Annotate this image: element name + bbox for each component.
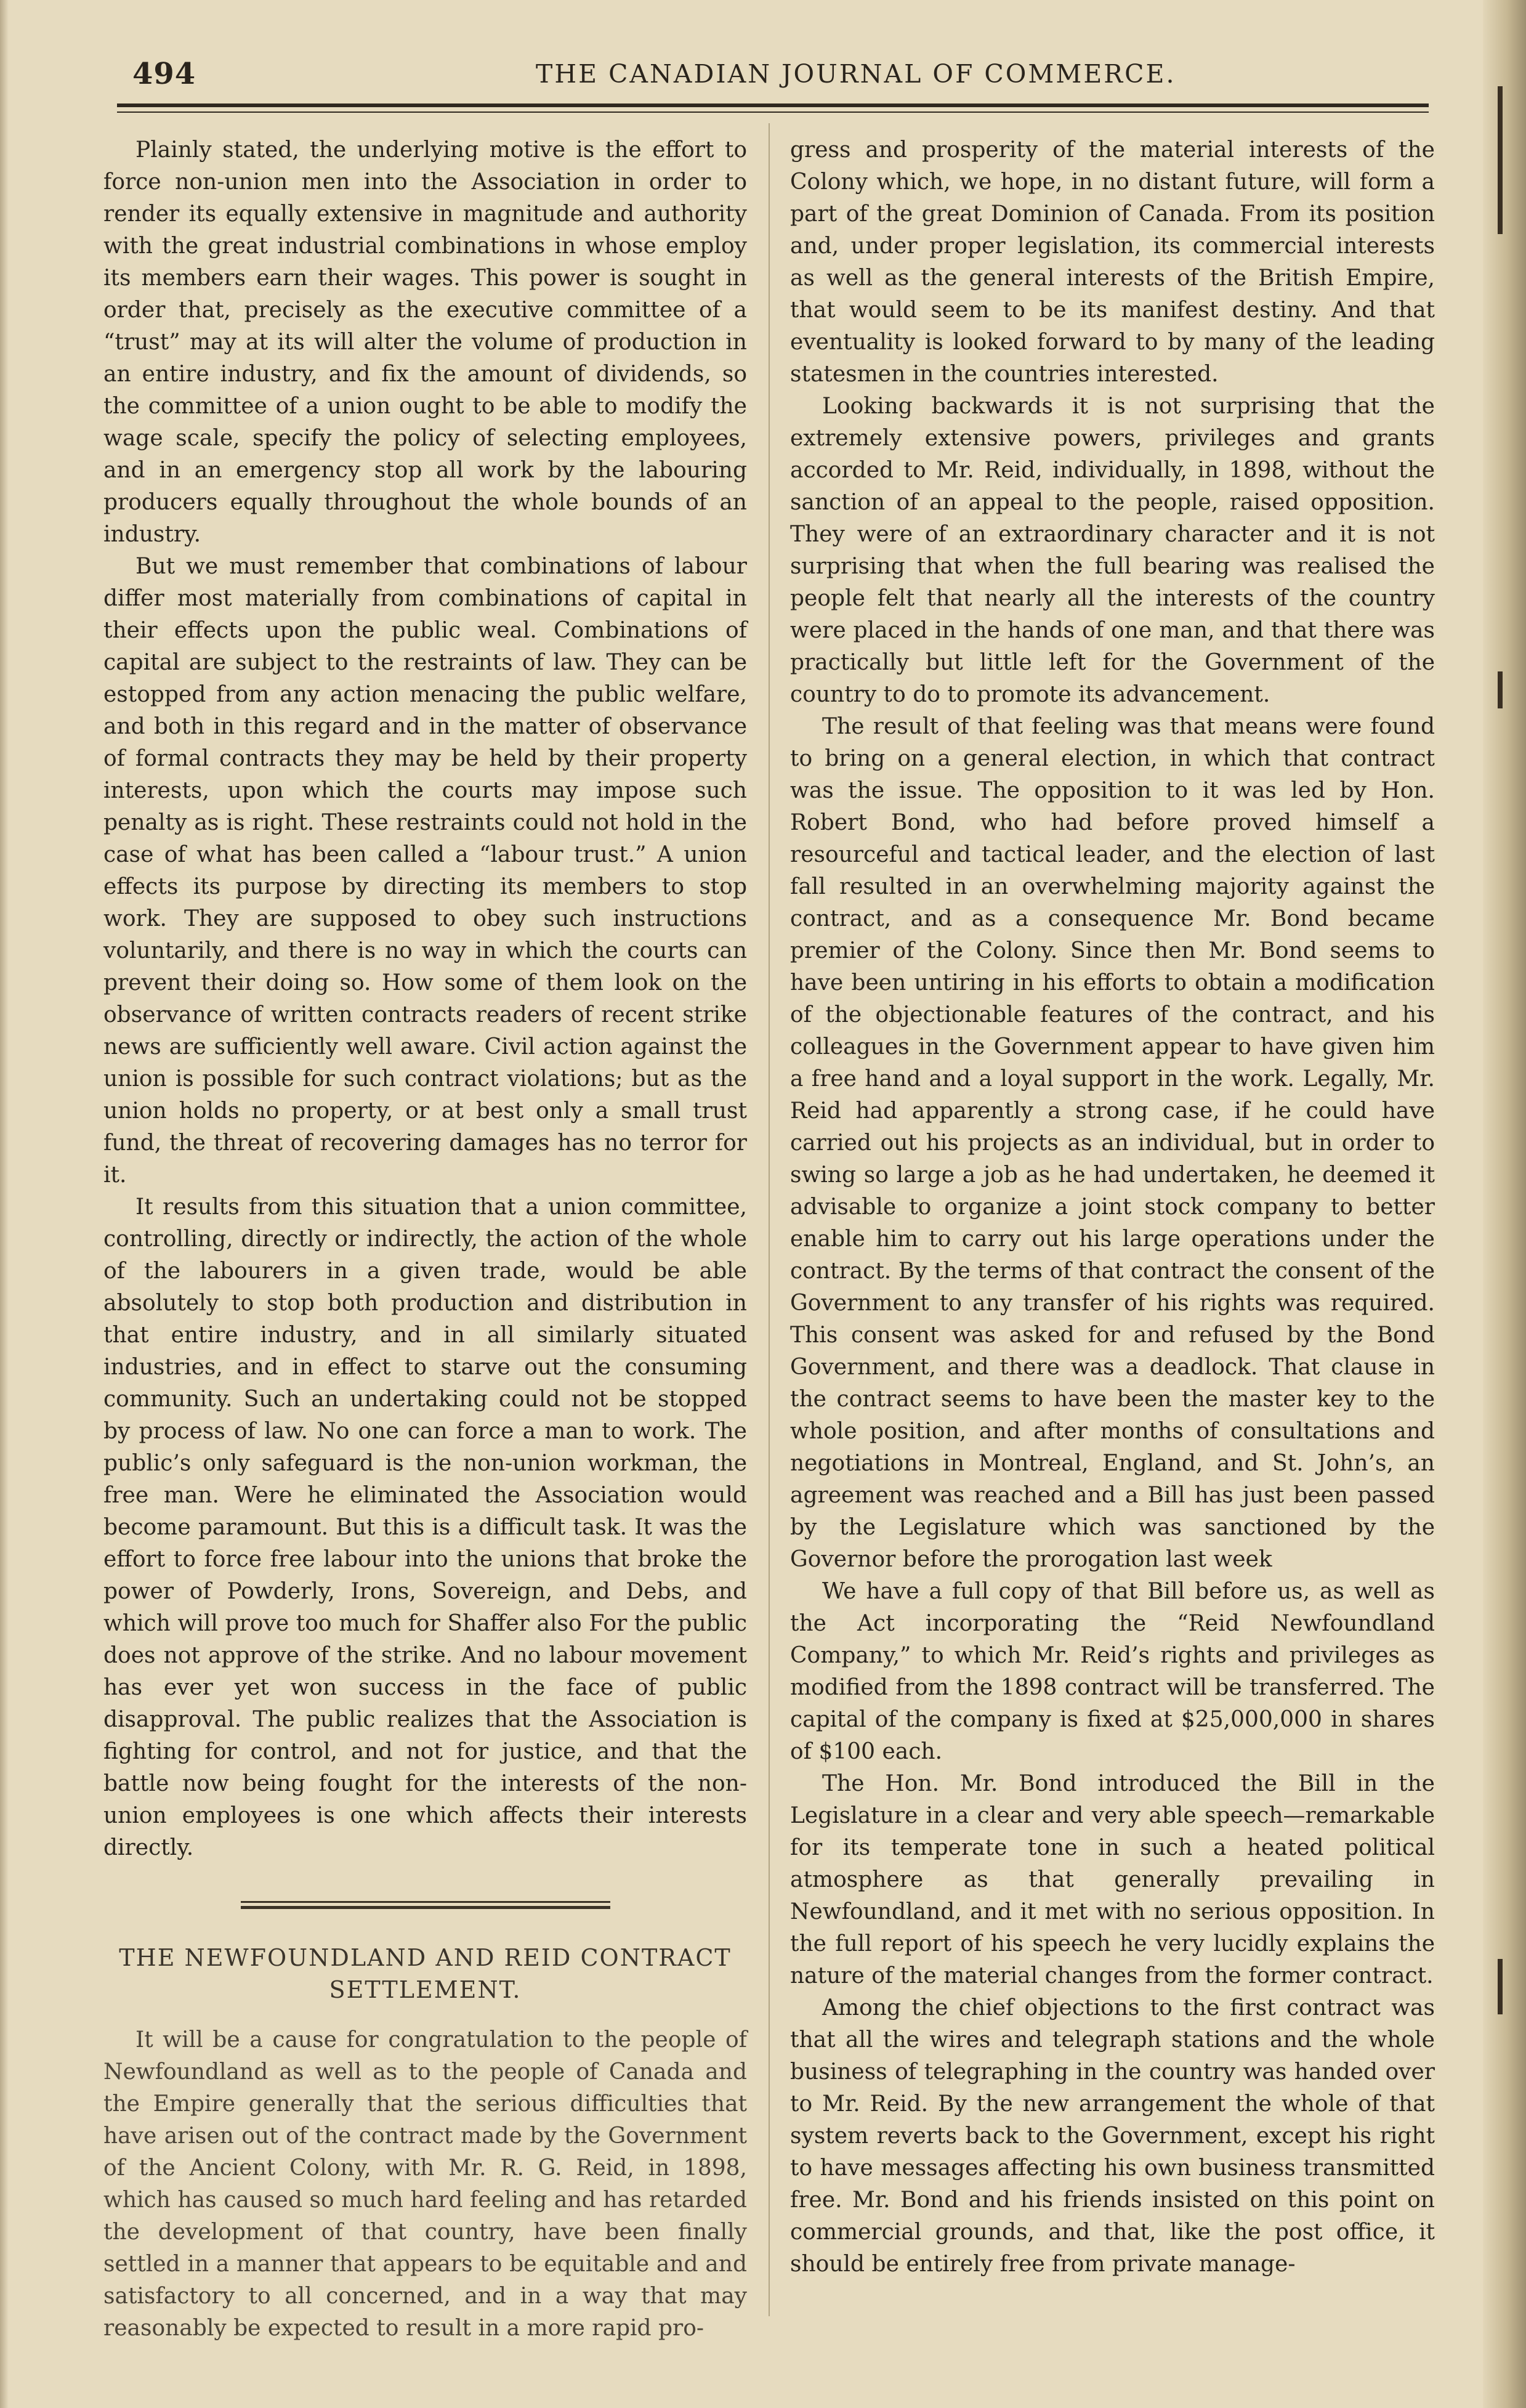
binding-mark <box>1498 86 1503 234</box>
page-header <box>92 57 1423 94</box>
binding-mark <box>1498 1959 1503 2014</box>
article-paragraph: We have a full copy of that Bill before us, as well as the Act incorporating the “Reid Newfoundland Company,” to which Mr. Reid’s rights and privileges as modified from the 1898 contract will be transferred. The capital of the company is fixed at $25,000,000 in shares of $100 each. <box>790 1579 1435 1764</box>
section-divider <box>241 1901 610 1911</box>
left-column <box>103 134 747 2345</box>
page-edge-left <box>0 0 9 2408</box>
article-paragraph: It results from this situation that a union committee, controlling, directly or indirectly, the action of the whole of the labourers in a given trade, would be able absolutely to stop both production and distribution in that entire industry, and in all similarly situated industries, and in effect to starve out the consuming community. Such an undertaking could not be stopped by process of law. No one can force a man to work. The public’s only safeguard is the non-union workman, the free man. Were he eliminated the Association would become paramount. But this is a difficult task. It was the effort to force free labour into the unions that broke the power of Powderly, Irons, Sovereign, and Debs, and which will prove too much for Shaffer also For the public does not approve of the strike. And no labour movement has ever yet won success in the face of public disapproval. The public realizes that the Association is fighting for control, and not for justice, and that the battle now being fought for the interests of the non-union employees is one which affects their interests directly. <box>103 1194 747 1860</box>
article-paragraph: But we must remember that combinations of labour differ most materially from combinations of capital in their effects upon the public weal. Combinations of capital are subject to the restraints of law. They can be estopped from any action menacing the public welfare, and both in this regard and in the matter of observance of formal contracts they may be held by their property interests, upon which the courts may impose such penalty as is right. These restraints could not hold in the case of what has been called a “labour trust.” A union effects its purpose by directing its members to stop work. They are supposed to obey such instructions voluntarily, and there is no way in which the courts can prevent their doing so. How some of them look on the observance of written contracts readers of recent strike news are sufficiently well aware. Civil action against the union is possible for such contract violations; but as the union holds no property, or at best only a small trust fund, the threat of recovering damages has no terror for it. <box>103 554 747 1188</box>
journal-title: THE CANADIAN JOURNAL OF COMMERCE. <box>536 59 1176 89</box>
continued-paragraph: gress and prosperity of the material interests of the Colony which, we hope, in no distant future, will form a part of the great Dominion of Canada. From its position and, under proper legislation, its commercial interests as well as the general interests of the British Empire, that would seem to be its manifest destiny. And that eventuality is looked forward to by many of the leading statesmen in the countries interested. <box>790 137 1435 387</box>
header-rule <box>117 103 1429 120</box>
right-column <box>790 134 1435 2280</box>
section-heading-line2: SETTLEMENT. <box>329 1976 522 2003</box>
page-number: 494 <box>132 57 196 91</box>
page-edge-right <box>1483 0 1526 2408</box>
section-heading-line1: THE NEWFOUNDLAND AND REID CONTRACT <box>119 1944 732 1971</box>
article-paragraph: The Hon. Mr. Bond introduced the Bill in the Legislature in a clear and very able speech—remarkable for its temperate tone in such a heated political atmosphere as that generally prevailing in Newfoundland, and it met with no serious opposition. In the full report of his speech he very lucidly explains the nature of the material changes from the former contract. <box>790 1771 1435 1988</box>
section-paragraph: It will be a cause for congratulation to the people of Newfoundland as well as to the people of Canada and the Empire generally that the serious difficulties that have arisen out of the contract made by the Government of the Ancient Colony, with Mr. R. G. Reid, in 1898, which has caused so much hard feeling and has retarded the development of that country, have been finally settled in a manner that appears to be equitable and and satisfactory to all concerned, and in a way that may reasonably be expected to result in a more rapid pro- <box>103 2027 747 2341</box>
article-paragraph: Among the chief objections to the first contract was that all the wires and telegraph stations and the whole business of telegraphing in the country was handed over to Mr. Reid. By the new arrangement the whole of that system reverts back to the Government, except his right to have messages affecting his own business transmitted free. Mr. Bond and his friends insisted on this point on commercial grounds, and that, like the post office, it should be entirely free from private manage- <box>790 1995 1435 2277</box>
column-divider <box>769 123 770 2316</box>
article-paragraph: Plainly stated, the underlying motive is the effort to force non-union men into the Association in order to render its equally extensive in magnitude and authority with the great industrial combinations in whose employ its members earn their wages. This power is sought in order that, precisely as the executive committee of a “trust” may at its will alter the volume of production in an entire industry, and fix the amount of dividends, so the committee of a union ought to be able to modify the wage scale, specify the policy of selecting employees, and in an emergency stop all work by the labouring producers equally throughout the whole bounds of an industry. <box>103 137 747 547</box>
article-paragraph: The result of that feeling was that means were found to bring on a general election, in which that contract was the issue. The opposition to it was led by Hon. Robert Bond, who had before proved himself a resourceful and tactical leader, and the election of last fall resulted in an overwhelming majority against the contract, and as a consequence Mr. Bond became premier of the Colony. Since then Mr. Bond seems to have been untiring in his efforts to obtain a modification of the objectionable features of the contract, and his colleagues in the Government appear to have given him a free hand and a loyal support in the work. Legally, Mr. Reid had apparently a strong case, if he could have carried out his projects as an individual, but in order to swing so large a job as he had undertaken, he deemed it advisable to organize a joint stock company to better enable him to carry out his large operations under the contract. By the terms of that contract the consent of the Government to any transfer of his rights was required. This consent was asked for and refused by the Bond Government, and there was a deadlock. That clause in the contract seems to have been the master key to the whole position, and after months of consultations and negotiations in Montreal, England, and St. John’s, an agreement was reached and a Bill has just been passed by the Legislature which was sanctioned by the Governor before the prorogation last week <box>790 714 1435 1572</box>
section-heading <box>103 1942 747 2006</box>
article-paragraph: Looking backwards it is not surprising that the extremely extensive powers, privileges and grants accorded to Mr. Reid, individually, in 1898, without the sanction of an appeal to the people, raised opposition. They were of an extraordinary character and it is not surprising that when the full bearing was realised the people felt that nearly all the interests of the country were placed in the hands of one man, and that there was practically but little left for the Government of the country to do to promote its advancement. <box>790 394 1435 707</box>
binding-mark <box>1498 671 1503 708</box>
